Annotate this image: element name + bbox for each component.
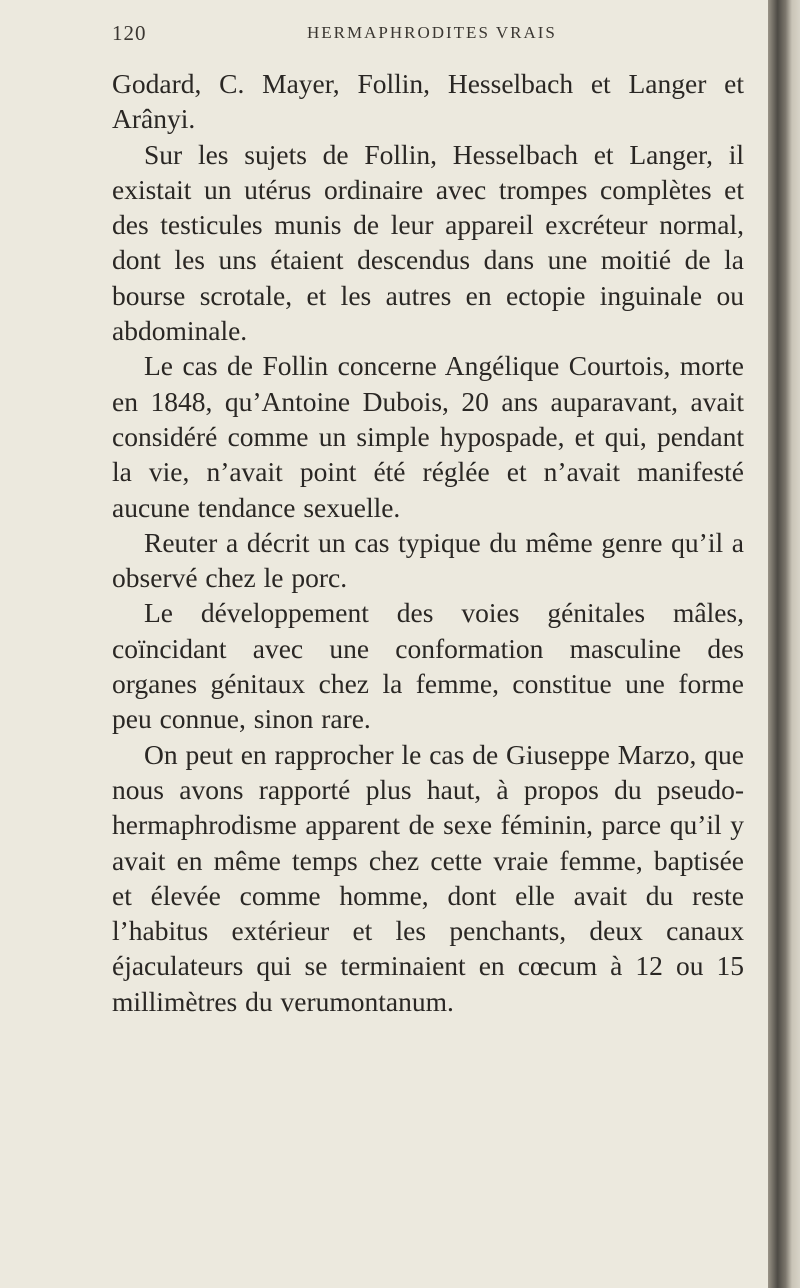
body-text	[112, 66, 744, 1019]
page-number: 120	[112, 21, 147, 45]
page-edge-shadow	[768, 0, 800, 1288]
paragraph: Le cas de Follin concerne Angélique Courtois, morte en 1848, qu’Antoine Dubois, 20 ans auparavant, avait considéré comme un simple hypospade, et qui, pendant la vie, n’avait point été réglée et n’avait manifesté aucune tendance sexuelle.	[112, 350, 744, 523]
page-header	[112, 21, 576, 49]
paragraph: Sur les sujets de Follin, Hesselbach et Langer, il existait un utérus ordinaire avec trompes complètes et des testicules munis de leur appareil excréteur normal, dont les uns étaient descendus dans une moitié de la bourse scrotale, et les autres en ectopie inguinale ou abdominale.	[112, 138, 744, 347]
paragraph: Godard, C. Mayer, Follin, Hesselbach et Langer et Arânyi.	[112, 68, 744, 135]
paragraph: Le développement des voies génitales mâles, coïncidant avec une conformation masculine des organes génitaux chez la femme, constitue une forme peu connue, sinon rare.	[112, 597, 744, 735]
paragraph: On peut en rapprocher le cas de Giuseppe Marzo, que nous avons rapporté plus haut, à propos du pseudo-hermaphrodisme apparent de sexe féminin, parce qu’il y avait en même temps chez cette vraie femme, baptisée et élevée comme homme, dont elle avait du reste l’habitus extérieur et les penchants, deux canaux éjaculateurs qui se terminaient en cœcum à 12 ou 15 millimètres du verumontanum.	[112, 738, 745, 1017]
running-head: HERMAPHRODITES VRAIS	[307, 23, 557, 42]
paragraph: Reuter a décrit un cas typique du même genre qu’il a observé chez le porc.	[112, 526, 744, 594]
